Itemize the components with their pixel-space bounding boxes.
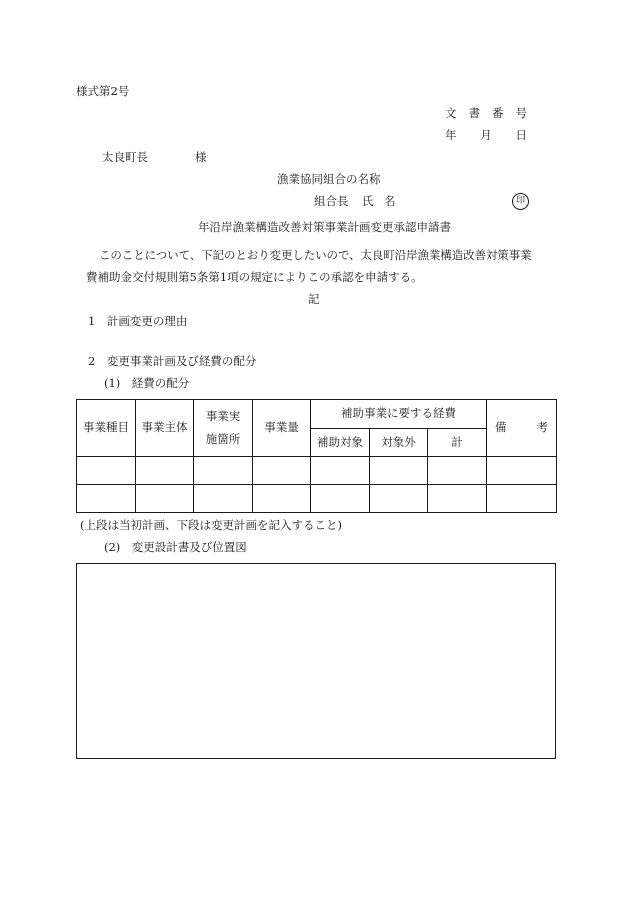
header-non-subsidized: 対象外 bbox=[370, 429, 428, 457]
section-2-heading: 2 変更事業計画及び経費の配分 bbox=[88, 354, 257, 368]
header-remarks-char2: 考 bbox=[536, 420, 549, 435]
table-cell[interactable] bbox=[194, 485, 253, 513]
table-row-changed-plan bbox=[77, 485, 557, 513]
addressee-honorific: 様 bbox=[195, 150, 207, 164]
header-remarks bbox=[487, 400, 557, 457]
header-subsidized: 補助対象 bbox=[311, 429, 370, 457]
table-cell[interactable] bbox=[370, 457, 428, 485]
date-day: 日 bbox=[515, 128, 527, 142]
table-cell[interactable] bbox=[77, 457, 136, 485]
section-1-heading: 1 計画変更の理由 bbox=[88, 314, 188, 328]
ki-heading: 記 bbox=[308, 292, 320, 306]
document-number-char: 書 bbox=[468, 106, 480, 120]
document-title: 年沿岸漁業構造改善対策事業計画変更承認申請書 bbox=[198, 220, 451, 234]
table-cell[interactable] bbox=[428, 485, 487, 513]
table-cell[interactable] bbox=[311, 485, 370, 513]
document-number-char: 号 bbox=[515, 106, 527, 120]
table-cell[interactable] bbox=[428, 457, 487, 485]
body-line-2: 費補助金交付規則第5条第1項の規定によりこの承認を申請する。 bbox=[86, 270, 423, 284]
name-label-1: 氏 bbox=[362, 194, 374, 208]
header-total: 計 bbox=[428, 429, 487, 457]
table-cell[interactable] bbox=[487, 457, 557, 485]
section-2-2-heading: (2) 変更設計書及び位置図 bbox=[104, 540, 247, 554]
header-implementation-site-line1: 事業実 bbox=[205, 408, 241, 423]
name-label-2: 名 bbox=[384, 194, 396, 208]
section-2-1-heading: (1) 経費の配分 bbox=[104, 376, 190, 390]
table-cell[interactable] bbox=[194, 457, 253, 485]
addressee-name: 太良町長 bbox=[102, 150, 148, 164]
table-cell[interactable] bbox=[136, 485, 194, 513]
header-subsidy-cost-group: 補助事業に要する経費 bbox=[311, 400, 487, 429]
header-remarks-char1: 備 bbox=[495, 420, 507, 435]
document-number-char: 文 bbox=[445, 106, 457, 120]
document-number-char: 番 bbox=[492, 106, 504, 120]
header-business-type: 事業種目 bbox=[77, 400, 136, 457]
representative-label: 組合長 bbox=[314, 194, 349, 208]
table-row-original-plan bbox=[77, 457, 557, 485]
header-business-volume: 事業量 bbox=[253, 400, 311, 457]
cooperative-name-label: 漁業協同組合の名称 bbox=[277, 172, 381, 186]
date-month: 月 bbox=[480, 128, 492, 142]
header-implementation-site-line2: 施箇所 bbox=[205, 432, 241, 446]
table-cell[interactable] bbox=[253, 485, 311, 513]
table-cell[interactable] bbox=[311, 457, 370, 485]
document-number-label bbox=[445, 108, 527, 120]
header-implementation-site bbox=[194, 400, 253, 457]
design-and-location-box[interactable] bbox=[76, 563, 556, 759]
body-line-1: このことについて、下記のとおり変更したいので、太良町沿岸漁業構造改善対策事業 bbox=[99, 248, 532, 262]
cost-allocation-table bbox=[76, 399, 557, 513]
table-cell[interactable] bbox=[77, 485, 136, 513]
header-business-entity: 事業主体 bbox=[136, 400, 194, 457]
date-label bbox=[445, 130, 527, 142]
table-cell[interactable] bbox=[253, 457, 311, 485]
table-cell[interactable] bbox=[487, 485, 557, 513]
form-number: 様式第2号 bbox=[76, 84, 130, 98]
date-year: 年 bbox=[445, 128, 457, 142]
seal-mark: 印 bbox=[512, 193, 529, 210]
table-cell[interactable] bbox=[136, 457, 194, 485]
table-note: (上段は当初計画、下段は変更計画を記入すること) bbox=[80, 518, 342, 532]
table-cell[interactable] bbox=[370, 485, 428, 513]
